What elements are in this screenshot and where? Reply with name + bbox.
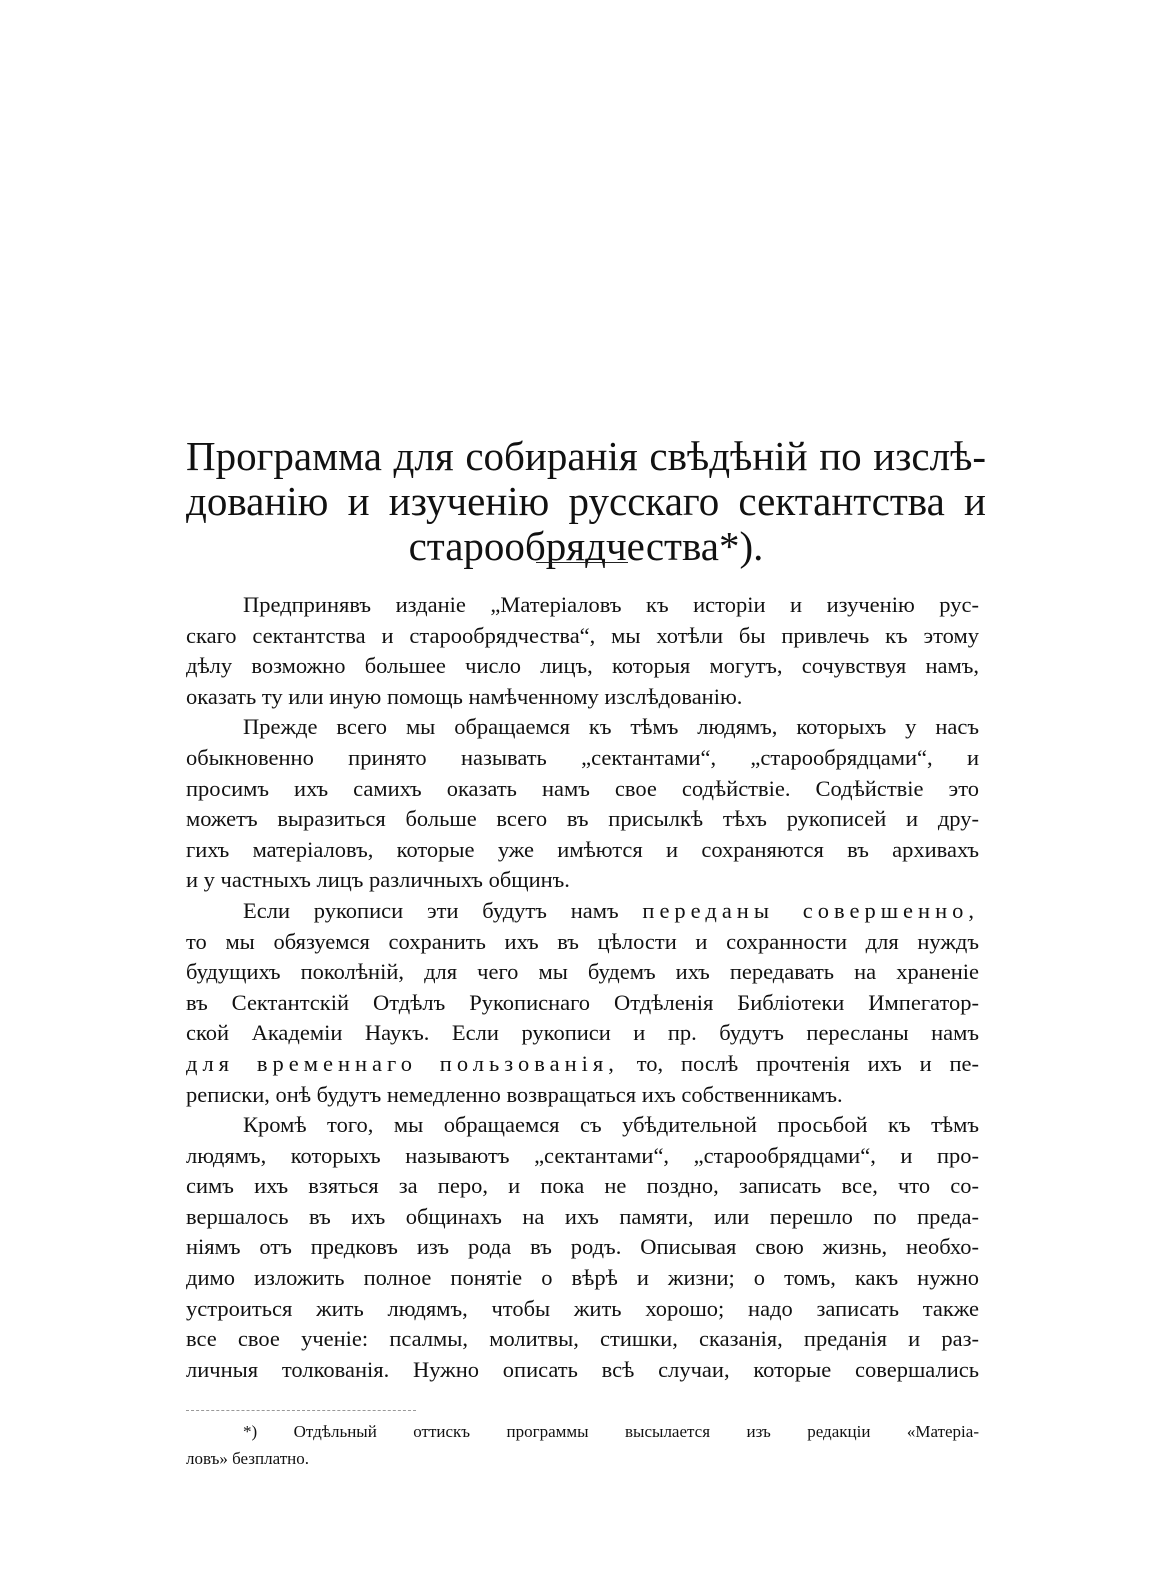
- title-line-2: дованію и изученію русскаго сектантства и: [186, 478, 986, 525]
- emphasis-spaced: переданы совершенно,: [642, 897, 979, 923]
- text-line: [186, 1049, 979, 1080]
- text-line: димо изложить полное понятіе о вѣрѣ и жизни; о томъ, какъ нужно: [186, 1265, 979, 1291]
- text-line: вершалось въ ихъ общинахъ на ихъ памяти, или перешло по преда-: [186, 1203, 979, 1229]
- text-line: реписки, онѣ будутъ немедленно возвращаться ихъ собственникамъ.: [186, 1081, 843, 1107]
- paragraph-2: [186, 712, 979, 896]
- text-line: и у частныхъ лицъ различныхъ общинъ.: [186, 867, 570, 893]
- footnote-line: *) Отдѣльный оттискъ программы высылается изъ редакціи «Матеріа-: [243, 1422, 979, 1441]
- text-line: можетъ выразиться больше всего въ присылкѣ тѣхъ рукописей и дру-: [186, 806, 979, 832]
- text-line: симъ ихъ взяться за перо, и пока не поздно, записать все, что со-: [186, 1173, 979, 1199]
- text-line: дѣлу возможно большее число лицъ, которыя могутъ, сочувствуя намъ,: [186, 653, 979, 679]
- paragraph-4: [186, 1110, 979, 1385]
- text-line: Прежде всего мы обращаемся къ тѣмъ людямъ, которыхъ у насъ: [243, 714, 979, 740]
- text-line: людямъ, которыхъ называютъ „сектантами“, „старообрядцами“, и про-: [186, 1142, 979, 1168]
- footnote-divider: [186, 1410, 416, 1411]
- text-line: личныя толкованія. Нужно описать всѣ случаи, которые совершались: [186, 1356, 979, 1382]
- emphasis-spaced: для временнаго пользованія,: [186, 1050, 619, 1076]
- text-line: будущихъ поколѣній, для чего мы будемъ ихъ передавать на храненіе: [186, 959, 979, 985]
- text-line: все свое ученіе: псалмы, молитвы, стишки, сказанія, преданія и раз-: [186, 1326, 979, 1352]
- text-line: Предпринявъ изданіе „Матеріаловъ къ исторіи и изученію рус-: [243, 592, 979, 617]
- text-line: Кромѣ того, мы обращаемся съ убѣдительной просьбой къ тѣмъ: [243, 1112, 979, 1138]
- paragraph-3: [186, 896, 979, 1110]
- title-line-1: Программа для собиранія свѣдѣній по изслѣ-: [186, 433, 986, 480]
- title-line-3: старообрядчества*).: [408, 523, 764, 570]
- text-line: скаго сектантства и старообрядчества“, мы хотѣли бы привлечь къ этому: [186, 622, 979, 648]
- footnote: [186, 1418, 979, 1472]
- text-line: то мы обязуемся сохранить ихъ въ цѣлости и сохранности для нуждъ: [186, 928, 979, 954]
- text-line: ской Академіи Наукъ. Если рукописи и пр. будутъ пересланы намъ: [186, 1020, 979, 1046]
- text-line: обыкновенно принято называть „сектантами“, „старообрядцами“, и: [186, 744, 979, 770]
- text-run: Если рукописи эти будутъ намъ: [243, 897, 619, 923]
- text-line: просимъ ихъ самихъ оказать намъ свое содѣйствіе. Содѣйствіе это: [186, 775, 979, 801]
- text-line: [186, 896, 979, 927]
- text-line: устроиться жить людямъ, чтобы жить хорошо; надо записать также: [186, 1295, 979, 1321]
- page-title: [186, 434, 986, 569]
- footnote-line: ловъ» безплатно.: [186, 1449, 309, 1468]
- text-line: въ Сектантскій Отдѣлъ Рукописнаго Отдѣленія Библіотеки Импегатор-: [186, 989, 979, 1015]
- text-run: то, послѣ прочтенія ихъ и пе-: [636, 1050, 979, 1076]
- paragraph-1: [186, 590, 979, 712]
- text-line: ніямъ отъ предковъ изъ рода въ родъ. Описывая свою жизнь, необхо-: [186, 1234, 979, 1260]
- text-line: оказать ту или иную помощь намѣченному изслѣдованію.: [186, 683, 743, 709]
- title-divider: [536, 562, 628, 563]
- text-line: гихъ матеріаловъ, которые уже имѣются и сохраняются въ архивахъ: [186, 836, 979, 862]
- body-text: [186, 590, 979, 1385]
